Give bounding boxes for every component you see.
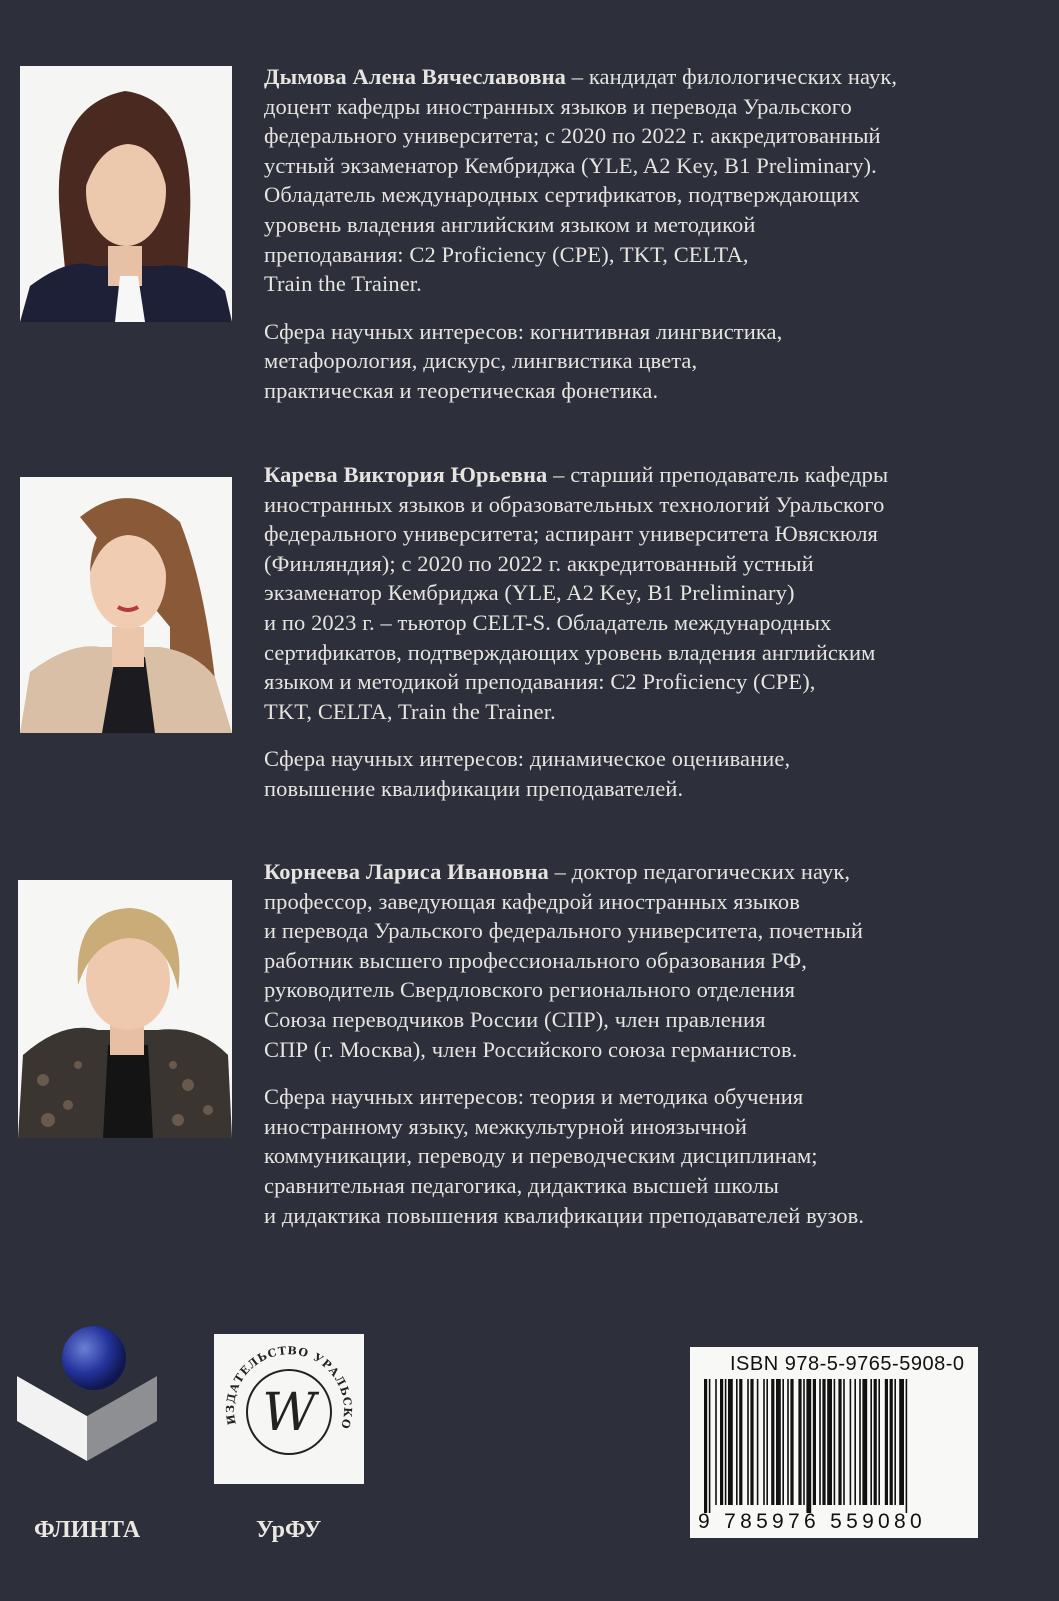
urfu-label: УрФУ xyxy=(256,1517,322,1543)
bio-line: Обладатель международных сертификатов, подтверждающих xyxy=(264,182,860,208)
bio-line: устный экзаменатор Кембриджа (YLE, A2 Key, B1 Preliminary). xyxy=(264,152,877,178)
bio-line: руководитель Свердловского регионального отделения xyxy=(264,977,796,1003)
barcode-bar xyxy=(874,1379,877,1505)
barcode-bar xyxy=(709,1379,711,1513)
author-bio-korneeva xyxy=(264,857,1034,1230)
barcode-bar xyxy=(803,1379,805,1505)
author-bio-dymova xyxy=(264,62,1024,406)
barcode-bar xyxy=(720,1379,723,1505)
barcode-bar xyxy=(739,1379,742,1505)
barcode-digits: 9 785976 559080 xyxy=(698,1510,926,1533)
barcode-bar xyxy=(776,1379,781,1505)
barcode-bar xyxy=(806,1379,811,1513)
bio-line: иностранных языков и образовательных технологий Уральского xyxy=(264,491,885,517)
barcode-bar xyxy=(838,1379,841,1505)
interests-line: повышение квалификации преподавателей. xyxy=(264,775,684,801)
svg-text:W: W xyxy=(262,1383,316,1443)
barcode-bar xyxy=(736,1379,738,1505)
barcode-bar xyxy=(715,1379,717,1505)
author-photo-kareva xyxy=(20,477,232,733)
bio-line: преподавания: C2 Proficiency (CPE), TKT, CELTA, xyxy=(264,241,749,267)
barcode-bar xyxy=(850,1379,852,1505)
bio-line: экзаменатор Кембриджа (YLE, A2 Key, B1 Preliminary) xyxy=(264,580,795,606)
isbn-barcode xyxy=(690,1347,978,1538)
interests-line: Сфера научных интересов: динамическое оценивание, xyxy=(264,746,791,772)
barcode-bar xyxy=(827,1379,832,1505)
bio-line: – старший преподаватель кафедры xyxy=(547,462,889,487)
barcode-bar xyxy=(843,1379,845,1505)
barcode-bar xyxy=(813,1379,816,1505)
barcode-bar xyxy=(899,1379,904,1505)
bio-line: и по 2023 г. – тьютор CELT-S. Обладатель международных xyxy=(264,609,832,635)
bio-line: профессор, заведующая кафедрой иностранных языков xyxy=(264,888,800,914)
bio-line: Train the Trainer. xyxy=(264,271,422,297)
bio-line: уровень владения английским языком и методикой xyxy=(264,211,756,237)
barcode-bar xyxy=(747,1379,749,1505)
barcode-bar xyxy=(750,1379,753,1505)
barcode-bar xyxy=(819,1379,821,1505)
barcode-bar xyxy=(787,1379,789,1505)
barcode-bar xyxy=(906,1379,908,1513)
barcode-bar xyxy=(798,1379,801,1505)
barcode-bar xyxy=(763,1379,765,1505)
interests-line: и дидактика повышения квалификации преподавателей вузов. xyxy=(264,1202,865,1228)
bio-line: доцент кафедры иностранных языков и перевода Уральского xyxy=(264,93,852,119)
barcode-bar xyxy=(782,1379,784,1505)
barcode-bar xyxy=(854,1379,856,1505)
flinta-label: ФЛИНТА xyxy=(34,1517,141,1543)
author-photo-dymova xyxy=(20,66,232,322)
barcode-bar xyxy=(757,1379,759,1505)
isbn-text: ISBN 978-5-9765-5908-0 xyxy=(730,1353,965,1375)
barcode-bar xyxy=(790,1379,793,1505)
bio-line: (Финляндия); с 2020 по 2022 г. аккредитованный устный xyxy=(264,550,814,576)
barcode-bar xyxy=(862,1379,867,1505)
bio-line: – доктор педагогических наук, xyxy=(548,859,851,884)
bio-line: и перевода Уральского федерального университета, почетный xyxy=(264,918,863,944)
flinta-logo xyxy=(12,1316,162,1486)
barcode-bar xyxy=(822,1379,825,1505)
urfu-seal xyxy=(214,1334,364,1484)
barcode-bar xyxy=(885,1379,888,1505)
bio-line: языком и методикой преподавания: C2 Proficiency (CPE), xyxy=(264,669,816,695)
barcode-bar xyxy=(834,1379,836,1505)
author-photo-korneeva xyxy=(18,880,232,1138)
urfu-seal-text: ИЗДАТЕЛЬСТВО УРАЛЬСКО xyxy=(223,1344,355,1431)
barcode-bar xyxy=(870,1379,872,1505)
bio-line: Союза переводчиков России (СПР), член правления xyxy=(264,1006,766,1032)
barcode-bar xyxy=(894,1379,896,1505)
barcode-bar xyxy=(878,1379,880,1505)
bio-line: – кандидат филологических наук, xyxy=(566,64,898,89)
interests-line: метафорология, дискурс, лингвистика цвета, xyxy=(264,348,698,374)
barcode-bar xyxy=(728,1379,733,1505)
interests-line: коммуникации, переводу и переводческим дисциплинам; xyxy=(264,1143,818,1169)
barcode-bar xyxy=(771,1379,774,1505)
bio-line: TKT, CELTA, Train the Trainer. xyxy=(264,698,556,724)
bio-line: федерального университета; аспирант университета Ювяскюля xyxy=(264,521,879,547)
author-bio-kareva xyxy=(264,460,1044,804)
barcode-bar xyxy=(890,1379,893,1505)
bio-line: работник высшего профессионального образования РФ, xyxy=(264,947,808,973)
bio-line: СПР (г. Москва), член Российского союза германистов. xyxy=(264,1036,798,1062)
author-name: Корнеева Лариса Ивановна xyxy=(264,859,549,884)
barcode-bar xyxy=(859,1379,861,1505)
interests-line: практическая и теоретическая фонетика. xyxy=(264,377,659,403)
interests-line: Сфера научных интересов: теория и методика обучения xyxy=(264,1084,804,1110)
bio-line: сертификатов, подтверждающих уровень владения английским xyxy=(264,639,876,665)
barcode-bar xyxy=(704,1379,707,1513)
author-name: Карева Виктория Юрьевна xyxy=(264,462,548,487)
bio-line: федерального университета; с 2020 по 2022 г. аккредитованный xyxy=(264,123,881,149)
interests-line: иностранному языку, межкультурной иноязычной xyxy=(264,1113,748,1139)
interests-line: Сфера научных интересов: когнитивная лингвистика, xyxy=(264,318,783,344)
barcode-bar xyxy=(725,1379,727,1505)
author-name: Дымова Алена Вячеславовна xyxy=(264,64,567,89)
barcode-bar xyxy=(766,1379,768,1505)
interests-line: сравнительная педагогика, дидактика высшей школы xyxy=(264,1172,779,1198)
